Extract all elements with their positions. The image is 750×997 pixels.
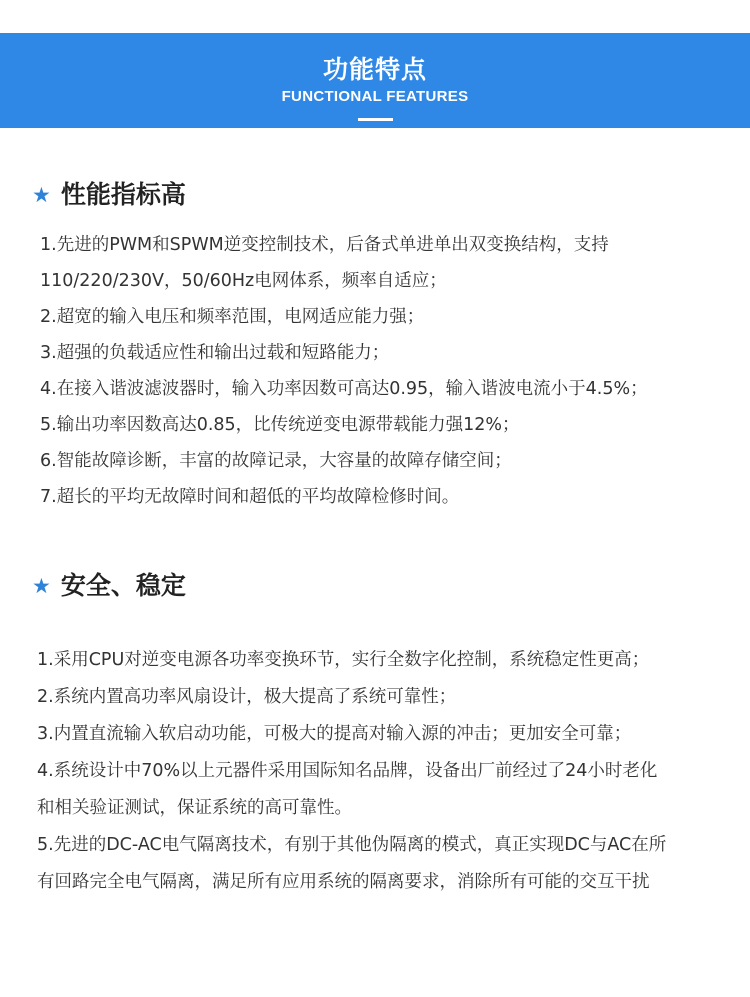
feature-line: 5.先进的DC-AC电气隔离技术，有别于其他伪隔离的模式，真正实现DC与AC在所 <box>37 835 667 855</box>
feature-list <box>37 642 666 901</box>
star-icon: ★ <box>32 182 51 207</box>
star-icon: ★ <box>32 573 51 598</box>
banner-title: 功能特点 <box>322 55 427 84</box>
feature-line: 110/220/230V，50/60Hz电网体系，频率自适应； <box>40 271 447 291</box>
feature-line: 2.系统内置高功率风扇设计，极大提高了系统可靠性； <box>37 687 457 707</box>
feature-line: 3.内置直流输入软启动功能，可极大的提高对输入源的冲击；更加安全可靠； <box>37 724 632 744</box>
section-heading <box>32 178 186 212</box>
section-heading <box>32 569 186 603</box>
feature-line: 5.输出功率因数高达0.85，比传统逆变电源带载能力强12%； <box>40 415 520 435</box>
feature-line: 1.先进的PWM和SPWM逆变控制技术，后备式单进单出双变换结构，支持 <box>40 235 609 255</box>
features-banner <box>0 33 750 128</box>
feature-list <box>40 227 648 515</box>
feature-line: 6.智能故障诊断，丰富的故障记录，大容量的故障存储空间； <box>40 451 512 471</box>
section-title: 性能指标高 <box>60 180 186 209</box>
feature-line: 4.系统设计中70%以上元器件采用国际知名品牌，设备出厂前经过了24小时老化 <box>37 761 658 781</box>
feature-line: 1.采用CPU对逆变电源各功率变换环节，实行全数字化控制，系统稳定性更高； <box>37 650 650 670</box>
feature-line: 有回路完全电气隔离，满足所有应用系统的隔离要求，消除所有可能的交互干扰 <box>37 872 650 892</box>
feature-line: 3.超强的负载适应性和输出过载和短路能力； <box>40 343 390 363</box>
banner-subtitle: FUNCTIONAL FEATURES <box>281 88 469 105</box>
feature-line: 4.在接入谐波滤波器时，输入功率因数可高达0.95，输入谐波电流小于4.5%； <box>40 379 648 399</box>
banner-underline <box>358 118 393 121</box>
section-title: 安全、稳定 <box>60 571 186 600</box>
feature-line: 和相关验证测试，保证系统的高可靠性。 <box>37 798 352 818</box>
feature-line: 7.超长的平均无故障时间和超低的平均故障检修时间。 <box>40 487 460 507</box>
feature-line: 2.超宽的输入电压和频率范围，电网适应能力强； <box>40 307 425 327</box>
